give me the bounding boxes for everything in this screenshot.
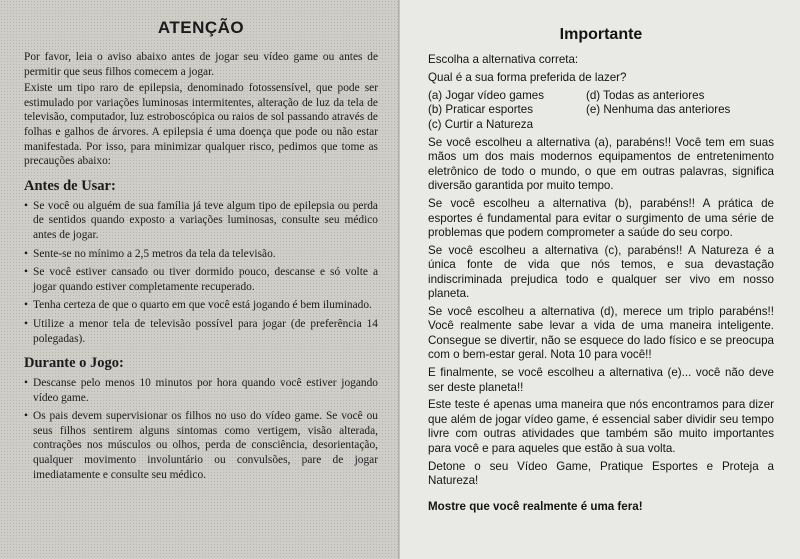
list-item: • Se você ou alguém de sua família já teve algum tipo de epilepsia ou perda de sentidos quando exposto a variações luminosas, consulte seu médico antes de jogar. [24,199,378,243]
list-item: • Se você estiver cansado ou tiver dormido pouco, descanse e só volte a jogar quando estiver completamente recuperado. [24,265,378,294]
warning-title: ATENÇÃO [157,18,245,37]
quiz-prompt: Escolha a alternativa correta: [428,53,579,66]
important-title: Importante [559,26,643,43]
before-use-heading: Antes de Usar: [24,177,116,194]
during-game-heading: Durante o Jogo: [24,355,124,372]
option-b: (b) Praticar esportes [428,103,534,117]
during-game-list [24,376,378,482]
quiz-options [428,89,774,132]
answer-paragraph: Se você escolheu a alternativa (b), parabéns!! A prática de esportes é fundamental para evitar o surgimento de uma série de problemas que podem comprometer a saúde do seu corpo. [428,197,774,239]
answer-paragraph: Detone o seu Vídeo Game, Pratique Esportes e Proteja a Natureza! [428,459,774,487]
list-item: • Descanse pelo menos 10 minutos por hora quando você estiver jogando vídeo game. [24,376,378,405]
answer-paragraph: E finalmente, se você escolheu a alternativa (e)... você não deve ser deste planeta!! [428,366,774,394]
option-a: (a) Jogar vídeo games [428,88,544,102]
tagline: Mostre que você realmente é uma fera! [428,500,643,514]
answer-paragraph: Se você escolheu a alternativa (a), parabéns!! Você tem em suas mãos um dos mais modernos equipamentos de entretenimento eletrônico de todo o mundo, o que em outras palavras, significa diversão garantida por muito tempo. [428,136,774,193]
option-d: (d) Todas as anteriores [586,88,705,102]
important-page [400,0,800,559]
answer-paragraph: Se você escolheu a alternativa (c), parabéns!! A Natureza é a única fonte de vida que nós temos, e sua devastação indiscriminada prejudica todo e qualquer ser vivo em nosso planeta. [428,243,774,301]
list-item: • Os pais devem supervisionar os filhos no uso do vídeo game. Se você ou seus filhos sentirem alguns sintomas como vertigem, visão alterada, contrações nos músculos ou olhos, perda de consciência, desorientação, qualquer movimento involuntário ou convulsões, pare de jogar imediatamente e consulte seu médico. [24,409,378,482]
list-item: • Utilize a menor tela de televisão possível para jogar (de preferência 14 polegadas). [24,317,378,346]
option-c: (c) Curtir a Natureza [428,117,534,131]
list-item: • Tenha certeza de que o quarto em que você está jogando é bem iluminado. [24,298,378,313]
intro-paragraph: Por favor, leia o aviso abaixo antes de jogar seu vídeo game ou antes de permitir que seus filhos comecem a jogar. [24,51,378,78]
intro-paragraph: Existe um tipo raro de epilepsia, denominado fotossensível, que pode ser estimulado por variações luminosas intermitentes, alteração de luz da tela de televisão, computador, luz estroboscópica ou raios de sol passando através de folhas e galhos de árvores. A epilepsia é uma doença que pode ou não estar manifestada. Por isso, para minimizar qualquer risco, pedimos que tome as precauções abaixo: [24,82,378,168]
answer-paragraph: Este teste é apenas uma maneira que nós encontramos para dizer que além de jogar vídeo game, é essencial saber dividir seu tempo livre com outras atividades que também são muito importantes para você e para aqueles que estão à sua volta. [428,398,774,455]
option-e: (e) Nenhuma das anteriores [586,103,731,117]
quiz-question: Qual é a sua forma preferida de lazer? [428,70,627,84]
before-use-list [24,199,378,346]
list-item: • Sente-se no mínimo a 2,5 metros da tela da televisão. [24,247,378,262]
answer-paragraph: Se você escolheu a alternativa (d), merece um triplo parabéns!! Você realmente sabe levar a vida de uma maneira inteligente. Consegue se divertir, não se esquece do lado físico e se preocupa com o bem-estar geral. Nota 10 para você!! [428,305,774,362]
